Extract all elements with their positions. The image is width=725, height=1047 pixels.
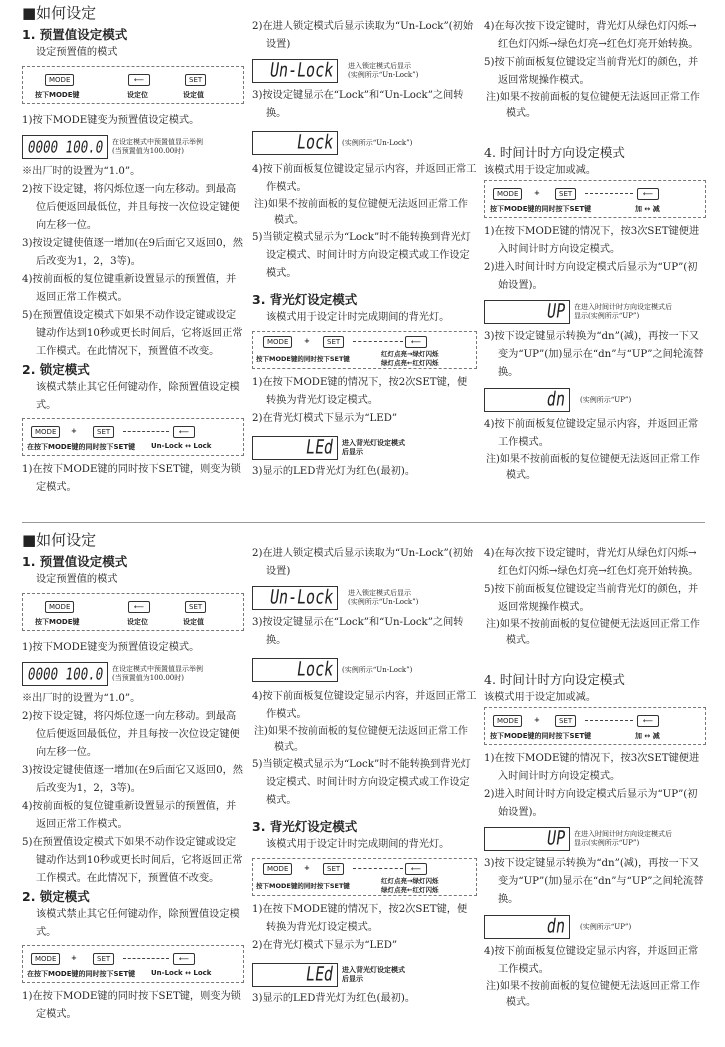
section-1-subtitle: 设定预置值的模式 [36,574,118,585]
cycle-label: 绿灯点亮←红灯闪烁 [381,359,439,367]
shift-key-icon: ⟵ [637,188,659,200]
lcd-caption: 后显示 [342,975,363,983]
mode-key: MODE [263,336,292,348]
note: 注)如果不按前面板的复位键便无法返回正常工作模式。 [486,92,700,119]
note: 注)如果不按前面板的复位键便无法返回正常工作模式。 [486,981,700,1008]
lcd-display: LEd [252,963,338,987]
lcd-display: LEd [252,436,338,460]
step: 1)在按下MODE键的同时按下SET键，则变为锁定模式。 [22,464,241,493]
factory-note: ※出厂时的设置为“1.0”。 [22,166,141,177]
arrow-icon [123,958,169,959]
lcd-display: 0000 100.0 [22,135,108,159]
step: 1)按下MODE键变为预置值设定模式。 [22,115,200,126]
section-2-desc: 该模式禁止其它任何键动作，除预置值设定模式。 [36,909,240,938]
lcd-display: 0000 100.0 [22,662,108,686]
step: 2)在进人锁定模式后显示读取为“Un-Lock”(初始设置) [252,21,474,50]
step: 2)进入时间计时方向设定模式后显示为“UP”(初始设置)。 [484,262,698,291]
key-label: 在按下MODE键的同时按下SET键 [27,970,136,978]
key-diagram-backlight [252,858,477,896]
step: 4)按下前面板复位键设定显示内容，并返回正常工作模式。 [484,946,699,975]
step: 3)按下设定键显示转换为“dn”(减)，再按一下又变为“UP”(加)显示在“dn”与“UP”之间轮流替换。 [484,331,704,378]
lcd-caption: 后显示 [342,448,363,456]
key-label: 按下MODE键 [35,618,80,626]
step: 4)按前面板的复位键重新设置显示的预置值，并返回正常工作模式。 [22,274,237,303]
lcd-caption: (当预置值为100.00时) [112,674,184,682]
arrow-icon [353,341,403,342]
arrow-icon [123,431,169,432]
step: 1)在按下MODE键的情况下，按3次SET键便进入时间计时方向设定模式。 [484,226,700,255]
step: 3)按设定键使值逐一增加(在9后面它又返回0，然后改变为1，2，3等)。 [22,765,243,794]
step: 5)按下前面板复位键设定当前背光灯的颜色，并返回常规操作模式。 [484,57,699,86]
key-diagram-direction [484,707,706,745]
section-3-heading: 3. 背光灯设定模式 [252,292,358,307]
key-label: 设定值 [183,618,204,626]
set-key: SET [185,74,206,86]
page-copy-bottom [0,527,725,1047]
shift-key-icon: ⟵ [405,336,427,348]
section-1-subtitle: 设定预置值的模式 [36,47,118,58]
lcd-display: dn [484,915,570,939]
key-diagram-lock [22,945,244,983]
arrow-icon [353,868,403,869]
step: 1)在按下MODE键的情况下，按3次SET键便进入时间计时方向设定模式。 [484,753,700,782]
column-3 [484,18,706,484]
lcd-caption: 进入背光灯设定模式 [342,966,405,974]
step: 2)按下设定键，将闪烁位逐一向左移动。到最高位后便返回最低位，并且每按一次位设定键便向左移一位。 [22,184,240,231]
set-key: SET [323,336,344,348]
step: 4)在每次按下设定键时，背光灯从绿色灯闪烁→红色灯闪烁→绿色灯亮→红色灯亮开始转换。 [484,548,699,577]
key-diagram-direction [484,180,706,218]
lcd-caption: (实例所示“UP”) [580,395,632,404]
key-label: 设定位 [127,91,148,99]
page-copy-top [0,0,725,520]
step: 1)在按下MODE键的同时按下SET键，则变为锁定模式。 [22,991,241,1020]
mode-key: MODE [493,188,522,200]
step: 4)按下前面板复位键设定显示内容，并返回正常工作模式。 [484,419,699,448]
lcd-caption: 在设定模式中预置值显示举例 [112,138,203,146]
shift-key-icon: ⟵ [637,715,659,727]
lcd-caption: 进入锁定模式后显示 [348,589,411,597]
key-label: 设定位 [127,618,148,626]
step: 3)按下设定键显示转换为“dn”(减)，再按一下又变为“UP”(加)显示在“dn”与“UP”之间轮流替换。 [484,858,704,905]
arrow-icon [585,720,633,721]
lcd-caption: 在设定模式中预置值显示举例 [112,665,203,673]
cycle-label: 红灯点亮→绿灯闪烁 [381,877,439,885]
cycle-label: 绿灯点亮←红灯闪烁 [381,886,439,894]
column-3 [484,545,706,1011]
page-title: ■如何设定 [22,531,97,549]
plus-sign: + [68,953,80,965]
key-label: 在按下MODE键的同时按下SET键 [27,443,136,451]
step: 3)按设定键显示在“Lock”和“Un-Lock”之间转换。 [252,90,464,119]
step: 4)在每次按下设定键时，背光灯从绿色灯闪烁→红色灯闪烁→绿色灯亮→红色灯亮开始转换。 [484,21,699,50]
step: 2)在进人锁定模式后显示读取为“Un-Lock”(初始设置) [252,548,474,577]
column-1 [22,0,244,497]
section-4-heading: 4. 时间计时方向设定模式 [484,672,625,687]
key-label: Un-Lock ↔ Lock [151,442,212,450]
step: 2)进入时间计时方向设定模式后显示为“UP”(初始设置)。 [484,789,698,818]
lcd-caption: 显示(实例所示“UP”) [574,839,640,847]
key-label: 按下MODE键的同时按下SET键 [256,882,350,890]
note: 注)如果不按前面板的复位键便无法返回正常工作模式。 [254,199,468,226]
lcd-caption: (实例所示“Un-Lock”) [342,138,413,147]
key-diagram-preset [22,593,244,631]
plus-sign: + [531,188,543,200]
lcd-caption: (实例所示“Un-Lock”) [348,71,419,79]
key-label: 加 ↔ 减 [635,205,660,213]
lcd-caption: (实例所示“Un-Lock”) [348,598,419,606]
lcd-display: UP [484,827,570,851]
arrow-icon [585,193,633,194]
set-key: SET [93,426,114,438]
lcd-caption: (实例所示“UP”) [580,922,632,931]
step: 3)按设定键显示在“Lock”和“Un-Lock”之间转换。 [252,617,464,646]
section-3-desc: 该模式用于设定计时完成期间的背光灯。 [266,312,450,323]
shift-key-icon: ⟵ [173,426,195,438]
section-3-heading: 3. 背光灯设定模式 [252,819,358,834]
key-label: Un-Lock ↔ Lock [151,969,212,977]
step: 1)在按下MODE键的情况下，按2次SET键，便转换为背光灯设定模式。 [252,904,468,933]
lcd-caption: 进入背光灯设定模式 [342,439,405,447]
step: 5)当锁定模式显示为“Lock”时不能转换到背光灯设定模式、时间计时方向设定模式或工作设定模式。 [252,759,471,806]
section-4-heading: 4. 时间计时方向设定模式 [484,145,625,160]
shift-key-icon: ⟵ [128,601,150,613]
step: 1)在按下MODE键的情况下，按2次SET键，便转换为背光灯设定模式。 [252,377,468,406]
factory-note: ※出厂时的设置为“1.0”。 [22,693,141,704]
key-label: 设定值 [183,91,204,99]
lcd-caption: 在进入时间计时方向设定模式后 [574,830,672,838]
step: 4)按下前面板复位键设定显示内容，并返回正常工作模式。 [252,691,477,720]
plus-sign: + [301,336,313,348]
page-title: ■如何设定 [22,4,97,22]
step: 3)显示的LED背光灯为红色(最初)。 [252,466,416,477]
lcd-display: UP [484,300,570,324]
note: 注)如果不按前面板的复位键便无法返回正常工作模式。 [254,726,468,753]
mode-key: MODE [31,953,60,965]
key-diagram-backlight [252,331,477,369]
section-4-desc: 该模式用于设定加或减。 [484,165,597,176]
set-key: SET [555,188,576,200]
mode-key: MODE [263,863,292,875]
shift-key-icon: ⟵ [173,953,195,965]
step: 1)按下MODE键变为预置值设定模式。 [22,642,200,653]
step: 5)在预置值设定模式下如果不动作设定键或设定键动作达到10秒或更长时间后，它将返回正常工作模式。在此情况下，预置值不改变。 [22,310,243,357]
lcd-display: Lock [252,658,338,682]
plus-sign: + [301,863,313,875]
step: 4)按下前面板复位键设定显示内容，并返回正常工作模式。 [252,164,477,193]
step: 2)按下设定键，将闪烁位逐一向左移动。到最高位后便返回最低位，并且每按一次位设定键便向左移一位。 [22,711,240,758]
lcd-caption: (实例所示“Un-Lock”) [342,665,413,674]
section-1-heading: 1. 预置值设定模式 [22,27,128,42]
key-label: 按下MODE键的同时按下SET键 [256,355,350,363]
key-diagram-preset [22,66,244,104]
divider [22,522,705,523]
lcd-display: Un-Lock [252,586,338,610]
section-2-desc: 该模式禁止其它任何键动作，除预置值设定模式。 [36,382,240,411]
shift-key-icon: ⟵ [128,74,150,86]
column-1 [22,527,244,1024]
key-label: 加 ↔ 减 [635,732,660,740]
plus-sign: + [531,715,543,727]
step: 5)在预置值设定模式下如果不动作设定键或设定键动作达到10秒或更长时间后，它将返回正常工作模式。在此情况下，预置值不改变。 [22,837,243,884]
lcd-caption: 进入锁定模式后显示 [348,62,411,70]
note: 注)如果不按前面板的复位键便无法返回正常工作模式。 [486,454,700,481]
step: 3)显示的LED背光灯为红色(最初)。 [252,993,416,1004]
lcd-caption: (当预置值为100.00时) [112,147,184,155]
step: 2)在背光灯模式下显示为“LED” [252,940,398,951]
section-3-desc: 该模式用于设定计时完成期间的背光灯。 [266,839,450,850]
section-4-desc: 该模式用于设定加或减。 [484,692,597,703]
mode-key: MODE [493,715,522,727]
lcd-display: Un-Lock [252,59,338,83]
set-key: SET [93,953,114,965]
shift-key-icon: ⟵ [405,863,427,875]
column-2 [252,18,477,481]
set-key: SET [555,715,576,727]
section-1-heading: 1. 预置值设定模式 [22,554,128,569]
mode-key: MODE [45,601,74,613]
step: 2)在背光灯模式下显示为“LED” [252,413,398,424]
lcd-caption: 在进入时间计时方向设定模式后 [574,303,672,311]
key-label: 按下MODE键的同时按下SET键 [490,732,592,740]
step: 5)按下前面板复位键设定当前背光灯的颜色，并返回常规操作模式。 [484,584,699,613]
mode-key: MODE [45,74,74,86]
lcd-caption: 显示(实例所示“UP”) [574,312,640,320]
step: 4)按前面板的复位键重新设置显示的预置值，并返回正常工作模式。 [22,801,237,830]
mode-key: MODE [31,426,60,438]
lcd-display: dn [484,388,570,412]
step: 5)当锁定模式显示为“Lock”时不能转换到背光灯设定模式、时间计时方向设定模式或工作设定模式。 [252,232,471,279]
set-key: SET [323,863,344,875]
section-2-heading: 2. 锁定模式 [22,362,90,377]
set-key: SET [185,601,206,613]
section-2-heading: 2. 锁定模式 [22,889,90,904]
key-label: 按下MODE键 [35,91,80,99]
step: 3)按设定键使值逐一增加(在9后面它又返回0，然后改变为1，2，3等)。 [22,238,243,267]
lcd-display: Lock [252,131,338,155]
key-label: 按下MODE键的同时按下SET键 [490,205,592,213]
cycle-label: 红灯点亮→绿灯闪烁 [381,350,439,358]
note: 注)如果不按前面板的复位键便无法返回正常工作模式。 [486,619,700,646]
column-2 [252,545,477,1008]
plus-sign: + [68,426,80,438]
key-diagram-lock [22,418,244,456]
